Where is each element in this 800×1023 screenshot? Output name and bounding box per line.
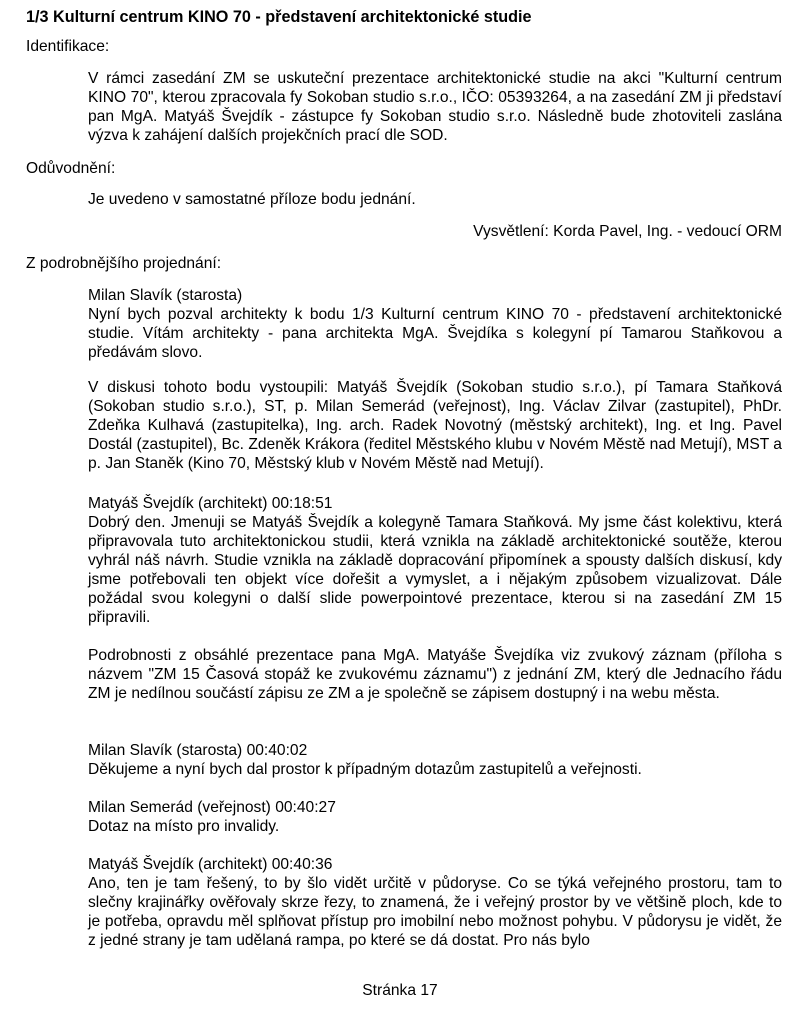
entry-text: Nyní bych pozval architekty k bodu 1/3 Kulturní centrum KINO 70 - představení architektonické studie. Vítám architekty - pana architekta MgA. Švejdíka s kolegyní pí Tamarou Staňkovou a předávám slovo. [88, 306, 782, 361]
justification-block [88, 190, 782, 209]
justification-text: Je uvedeno v samostatné příloze bodu jednání. [88, 191, 416, 208]
entry-text: Dotaz na místo pro invalidy. [88, 818, 280, 835]
justification-label: Odůvodnění: [26, 160, 116, 177]
entry-7 [88, 855, 782, 950]
entry-speaker: Matyáš Švejdík (architekt) 00:40:36 [88, 856, 333, 873]
page-title: 1/3 Kulturní centrum KINO 70 - představení architektonické studie [26, 8, 532, 26]
identification-label: Identifikace: [26, 38, 110, 55]
entry-text: Dobrý den. Jmenuji se Matyáš Švejdík a kolegyně Tamara Staňková. My jsme část kolektivu, která připravovala tuto architektonickou studii, která vznikla na základě architektonické soutěže, kterou vyhrál náš návrh. Studie vznikla na základě dopracování připomínek a spousty dalších diskusí, kdy jsme potřebovali ten objekt více dořešit a vymyslet, a i nějakým způsobem vizualizovat. Dále požádal svou kolegyni o další slide powerpointové prezentace, kterou si na zasedání ZM 15 připravili. [88, 514, 782, 626]
explanation-note: Vysvětlení: Korda Pavel, Ing. - vedoucí ORM [473, 223, 782, 240]
entry-5 [88, 741, 782, 779]
entry-speaker: Matyáš Švejdík (architekt) 00:18:51 [88, 495, 333, 512]
entry-speaker: Milan Slavík (starosta) [88, 287, 243, 304]
entry-1 [88, 286, 782, 362]
detail-label: Z podrobnějšího projednání: [26, 255, 222, 272]
page-number: Stránka 17 [362, 982, 438, 999]
identification-text: V rámci zasedání ZM se uskuteční prezentace architektonické studie na akci "Kulturní centrum KINO 70", kterou zpracovala fy Sokoban studio s.r.o., IČO: 05393264, a na zasedání ZM ji představí pan MgA. Matyáš Švejdík - zástupce fy Sokoban studio s.r.o. Následně bude zhotoviteli zaslána výzva k zahájení dalších projekčních prací dle SOD. [88, 70, 782, 144]
entry-2 [88, 378, 782, 473]
entry-text: Ano, ten je tam řešený, to by šlo vidět určitě v půdoryse. Co se týká veřejného prostoru, tam to slečny krajinářky ověřovaly skrze řezy, to znamená, že i veřejný prostor by ve většině ploch, kde to je potřeba, opravdu měl splňovat přístup pro imobilní nebo možnost pohybu. V půdorysu je vidět, že z jedné strany je tam udělaná rampa, po které se dá dostat. Pro nás bylo [88, 875, 782, 949]
entry-speaker: Milan Slavík (starosta) 00:40:02 [88, 742, 308, 759]
entry-3 [88, 494, 782, 627]
entry-text: Podrobnosti z obsáhlé prezentace pana MgA. Matyáše Švejdíka viz zvukový záznam (příloha s názvem "ZM 15 Časová stopáž ke zvukovému záznamu") z jednání ZM, který dle Jednacího řádu ZM je nedílnou součástí zápisu ze ZM a je společně se zápisem dostupný i na webu města. [88, 647, 782, 702]
entry-text: Děkujeme a nyní bych dal prostor k případným dotazům zastupitelů a veřejnosti. [88, 761, 642, 778]
entry-text: V diskusi tohoto bodu vystoupili: Matyáš Švejdík (Sokoban studio s.r.o.), pí Tamara Staňková (Sokoban studio s.r.o.), ST, p. Milan Semerád (veřejnost), Ing. Václav Zilvar (zastupitel), PhDr. Zdeňka Kulhavá (zastupitelka), Ing. arch. Radek Novotný (městský architekt), Ing. et Ing. Pavel Dostál (zastupitel), Bc. Zdeněk Krákora (ředitel Městského klubu v Novém Městě nad Metují), MST a p. Jan Staněk (Kino 70, Městský klub v Novém Městě nad Metují). [88, 379, 782, 472]
entry-speaker: Milan Semerád (veřejnost) 00:40:27 [88, 799, 336, 816]
identification-block [88, 69, 782, 145]
entry-4 [88, 646, 782, 703]
entry-6 [88, 798, 782, 836]
